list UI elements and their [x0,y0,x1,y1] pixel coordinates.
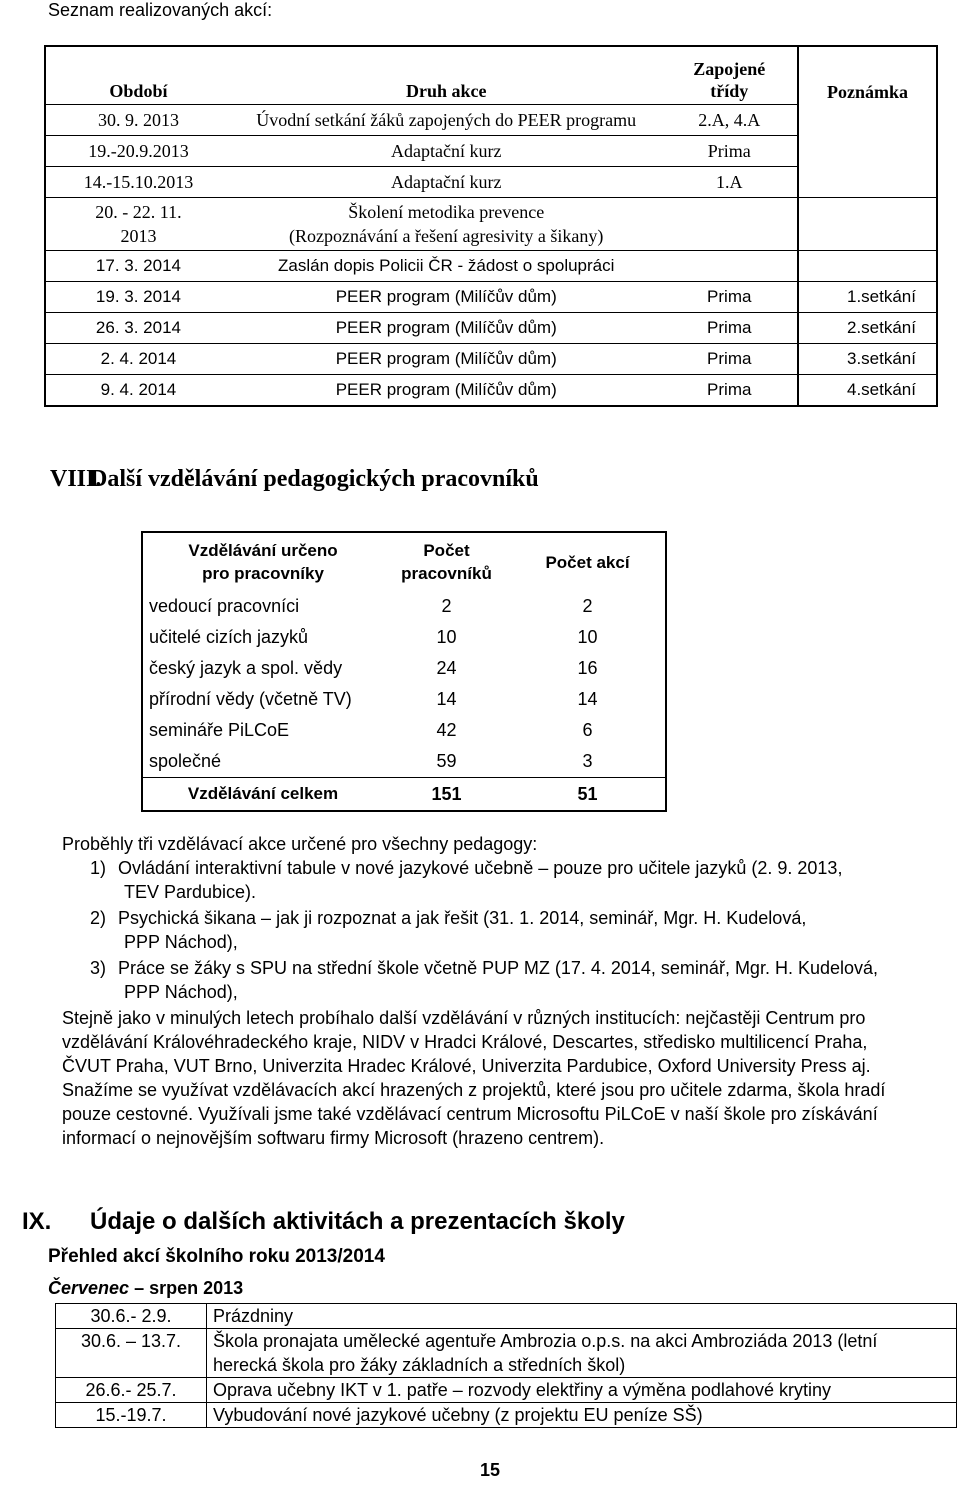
table-row [56,1378,957,1403]
cell-classes: 1.A [662,167,798,198]
cell-note [798,198,937,251]
event-num: 1) [90,858,107,878]
table-row [45,375,937,407]
cell-label: přírodní vědy (včetně TV) [149,689,352,709]
cell-label: učitelé cizích jazyků [149,627,309,647]
cell-total-workers: 151 [383,778,510,812]
event-line: Psychická šikana – jak ji rozpoznat a jak řešit (31. 1. 2014, seminář, Mgr. H. Kudelová, [118,908,807,928]
cell-date: 30.6.- 2.9. [56,1304,207,1329]
table-row [45,344,937,375]
cell-note [798,251,937,282]
cell-note: 1.setkání [798,282,937,313]
table-row [142,746,666,778]
paragraph-line: pouze cestovné. Využívali jsme také vzdělávací centrum Microsoftu PiLCoE v naší škole pro získávání [62,1104,878,1124]
cell-workers: 2 [441,596,452,616]
table-row [45,167,937,198]
cell-period: 20. - 22. 11. 2013 [45,198,231,251]
cell-workers: 42 [436,720,457,740]
table-row [45,198,937,251]
header-workers: Počet pracovníků [401,541,492,583]
paragraph-line: vzdělávání Královéhradeckého kraje, NIDV v Hradci Králové, Descartes, středisko multilicencí Praha, [62,1032,868,1052]
summer-events-table [55,1303,957,1428]
header-type: Druh akce [405,81,487,101]
cell-period: 9. 4. 2014 [45,375,231,407]
paragraph-line: ČVUT Praha, VUT Brno, Univerzita Hradec Králové, Univerzita Pardubice, Oxford University Press aj. [62,1056,871,1076]
table-row [45,282,937,313]
table-row [45,313,937,344]
cell-period: 30. 9. 2013 [45,105,231,136]
table-header-row [45,46,937,105]
cell-label: společné [149,751,222,771]
cell-note [798,136,937,167]
events-intro: Proběhly tři vzdělávací akce určené pro všechny pedagogy: [62,834,538,854]
cell-date: 30.6. – 13.7. [56,1329,207,1378]
cell-text: Prázdniny [207,1304,957,1329]
event-line: Práce se žáky s SPU na střední škole včetně PUP MZ (17. 4. 2014, seminář, Mgr. H. Kudelová, [118,958,879,978]
table-row [45,136,937,167]
cell-workers: 24 [436,658,457,678]
cell-period: 26. 3. 2014 [45,313,231,344]
cell-workers: 14 [436,689,457,709]
section-number: IX. [22,1208,52,1235]
table-row [56,1403,957,1428]
education-table [141,531,667,812]
cell-text: Škola pronajata umělecké agentuře Ambrozia o.p.s. na akci Ambroziáda 2013 (letní herecká škola pro žáky základních a středních škol) [207,1329,957,1378]
cell-classes: Prima [662,136,798,167]
paragraph-line: Stejně jako v minulých letech probíhalo další vzdělávání v různých institucích: nejčastěji Centrum pro [62,1008,866,1028]
cell-classes: Prima [662,344,798,375]
table-row [142,684,666,715]
event-line: TEV Pardubice). [124,882,257,902]
cell-events: 14 [577,689,598,709]
table-row [142,622,666,653]
cell-note: 3.setkání [798,344,937,375]
cell-type: Zaslán dopis Policii ČR - žádost o spolupráci [231,251,662,282]
event-num: 2) [90,908,107,928]
cell-type: PEER program (Milíčův dům) [231,282,662,313]
paragraph-line: informací o nejnovějším softwaru firmy Microsoft (hrazeno centrem). [62,1128,605,1148]
cell-type: PEER program (Milíčův dům) [231,375,662,407]
cell-type: Adaptační kurz [231,167,662,198]
table-row [56,1329,957,1378]
table-header-row [142,532,666,591]
cell-label: vedoucí pracovníci [149,596,300,616]
cell-label: semináře PiLCoE [149,720,290,740]
actions-table [44,45,938,407]
overview-title: Přehled akcí školního roku 2013/2014 [48,1246,385,1267]
cell-note [798,167,937,198]
cell-events: 2 [582,596,593,616]
cell-text: Oprava učebny IKT v 1. patře – rozvody elektřiny a výměna podlahové krytiny [207,1378,957,1403]
event-line: PPP Náchod), [124,982,238,1002]
cell-type: Adaptační kurz [231,136,662,167]
cell-classes [662,198,798,251]
cell-total-events: 51 [510,778,666,812]
table-total-row [142,778,666,812]
cell-classes: Prima [662,313,798,344]
section-title: Údaje o dalších aktivitách a prezentacích školy [90,1208,625,1235]
cell-workers: 59 [436,751,457,771]
header-target: Vzdělávání určeno pro pracovníky [188,541,338,583]
cell-note: 4.setkání [798,375,937,407]
cell-text: Vybudování nové jazykové učebny (z projektu EU peníze SŠ) [207,1403,957,1428]
header-period: Období [109,81,168,101]
cell-period: 19. 3. 2014 [45,282,231,313]
cell-total-label: Vzdělávání celkem [142,778,383,812]
cell-note: 2.setkání [798,313,937,344]
section-number: VIII. [50,466,102,492]
table-row [45,105,937,136]
cell-events: 6 [582,720,593,740]
cell-date: 26.6.- 25.7. [56,1378,207,1403]
cell-type: Úvodní setkání žáků zapojených do PEER programu [231,105,662,136]
cell-classes [662,251,798,282]
cell-classes: Prima [662,282,798,313]
cell-type: PEER program (Milíčův dům) [231,344,662,375]
header-classes: Zapojené třídy [693,59,766,101]
cell-date: 15.-19.7. [56,1403,207,1428]
cell-events: 10 [577,627,598,647]
table-row [142,715,666,746]
cell-period: 2. 4. 2014 [45,344,231,375]
section-title: Další vzdělávání pedagogických pracovníků [90,466,539,492]
table-row [142,591,666,622]
cell-period: 14.-15.10.2013 [45,167,231,198]
cell-period: 17. 3. 2014 [45,251,231,282]
paragraph-line: Snažíme se využívat vzdělávacích akcí hrazených z projektů, které jsou pro učitele zdarma, škola hradí [62,1080,886,1100]
header-events: Počet akcí [545,552,630,572]
event-line: Ovládání interaktivní tabule v nové jazykové učebně – pouze pro učitele jazyků (2. 9. 2013, [118,858,843,878]
event-num: 3) [90,958,107,978]
cell-classes: Prima [662,375,798,407]
cell-period: 19.-20.9.2013 [45,136,231,167]
header-note: Poznámka [798,46,937,105]
event-line: PPP Náchod), [124,932,238,952]
cell-events: 16 [577,658,598,678]
cell-type: Školení metodika prevence (Rozpoznávání a řešení agresivity a šikany) [231,198,662,251]
table-row [45,251,937,282]
cell-type: PEER program (Milíčův dům) [231,313,662,344]
cell-classes: 2.A, 4.A [662,105,798,136]
cell-events: 3 [582,751,593,771]
cell-workers: 10 [436,627,457,647]
table-row [142,653,666,684]
page-number: 15 [479,1460,501,1480]
cell-label: český jazyk a spol. vědy [149,658,343,678]
month-heading: Červenec – srpen 2013 [48,1278,244,1298]
cell-note [798,105,937,136]
list-heading: Seznam realizovaných akcí: [48,0,273,20]
table-row [56,1304,957,1329]
